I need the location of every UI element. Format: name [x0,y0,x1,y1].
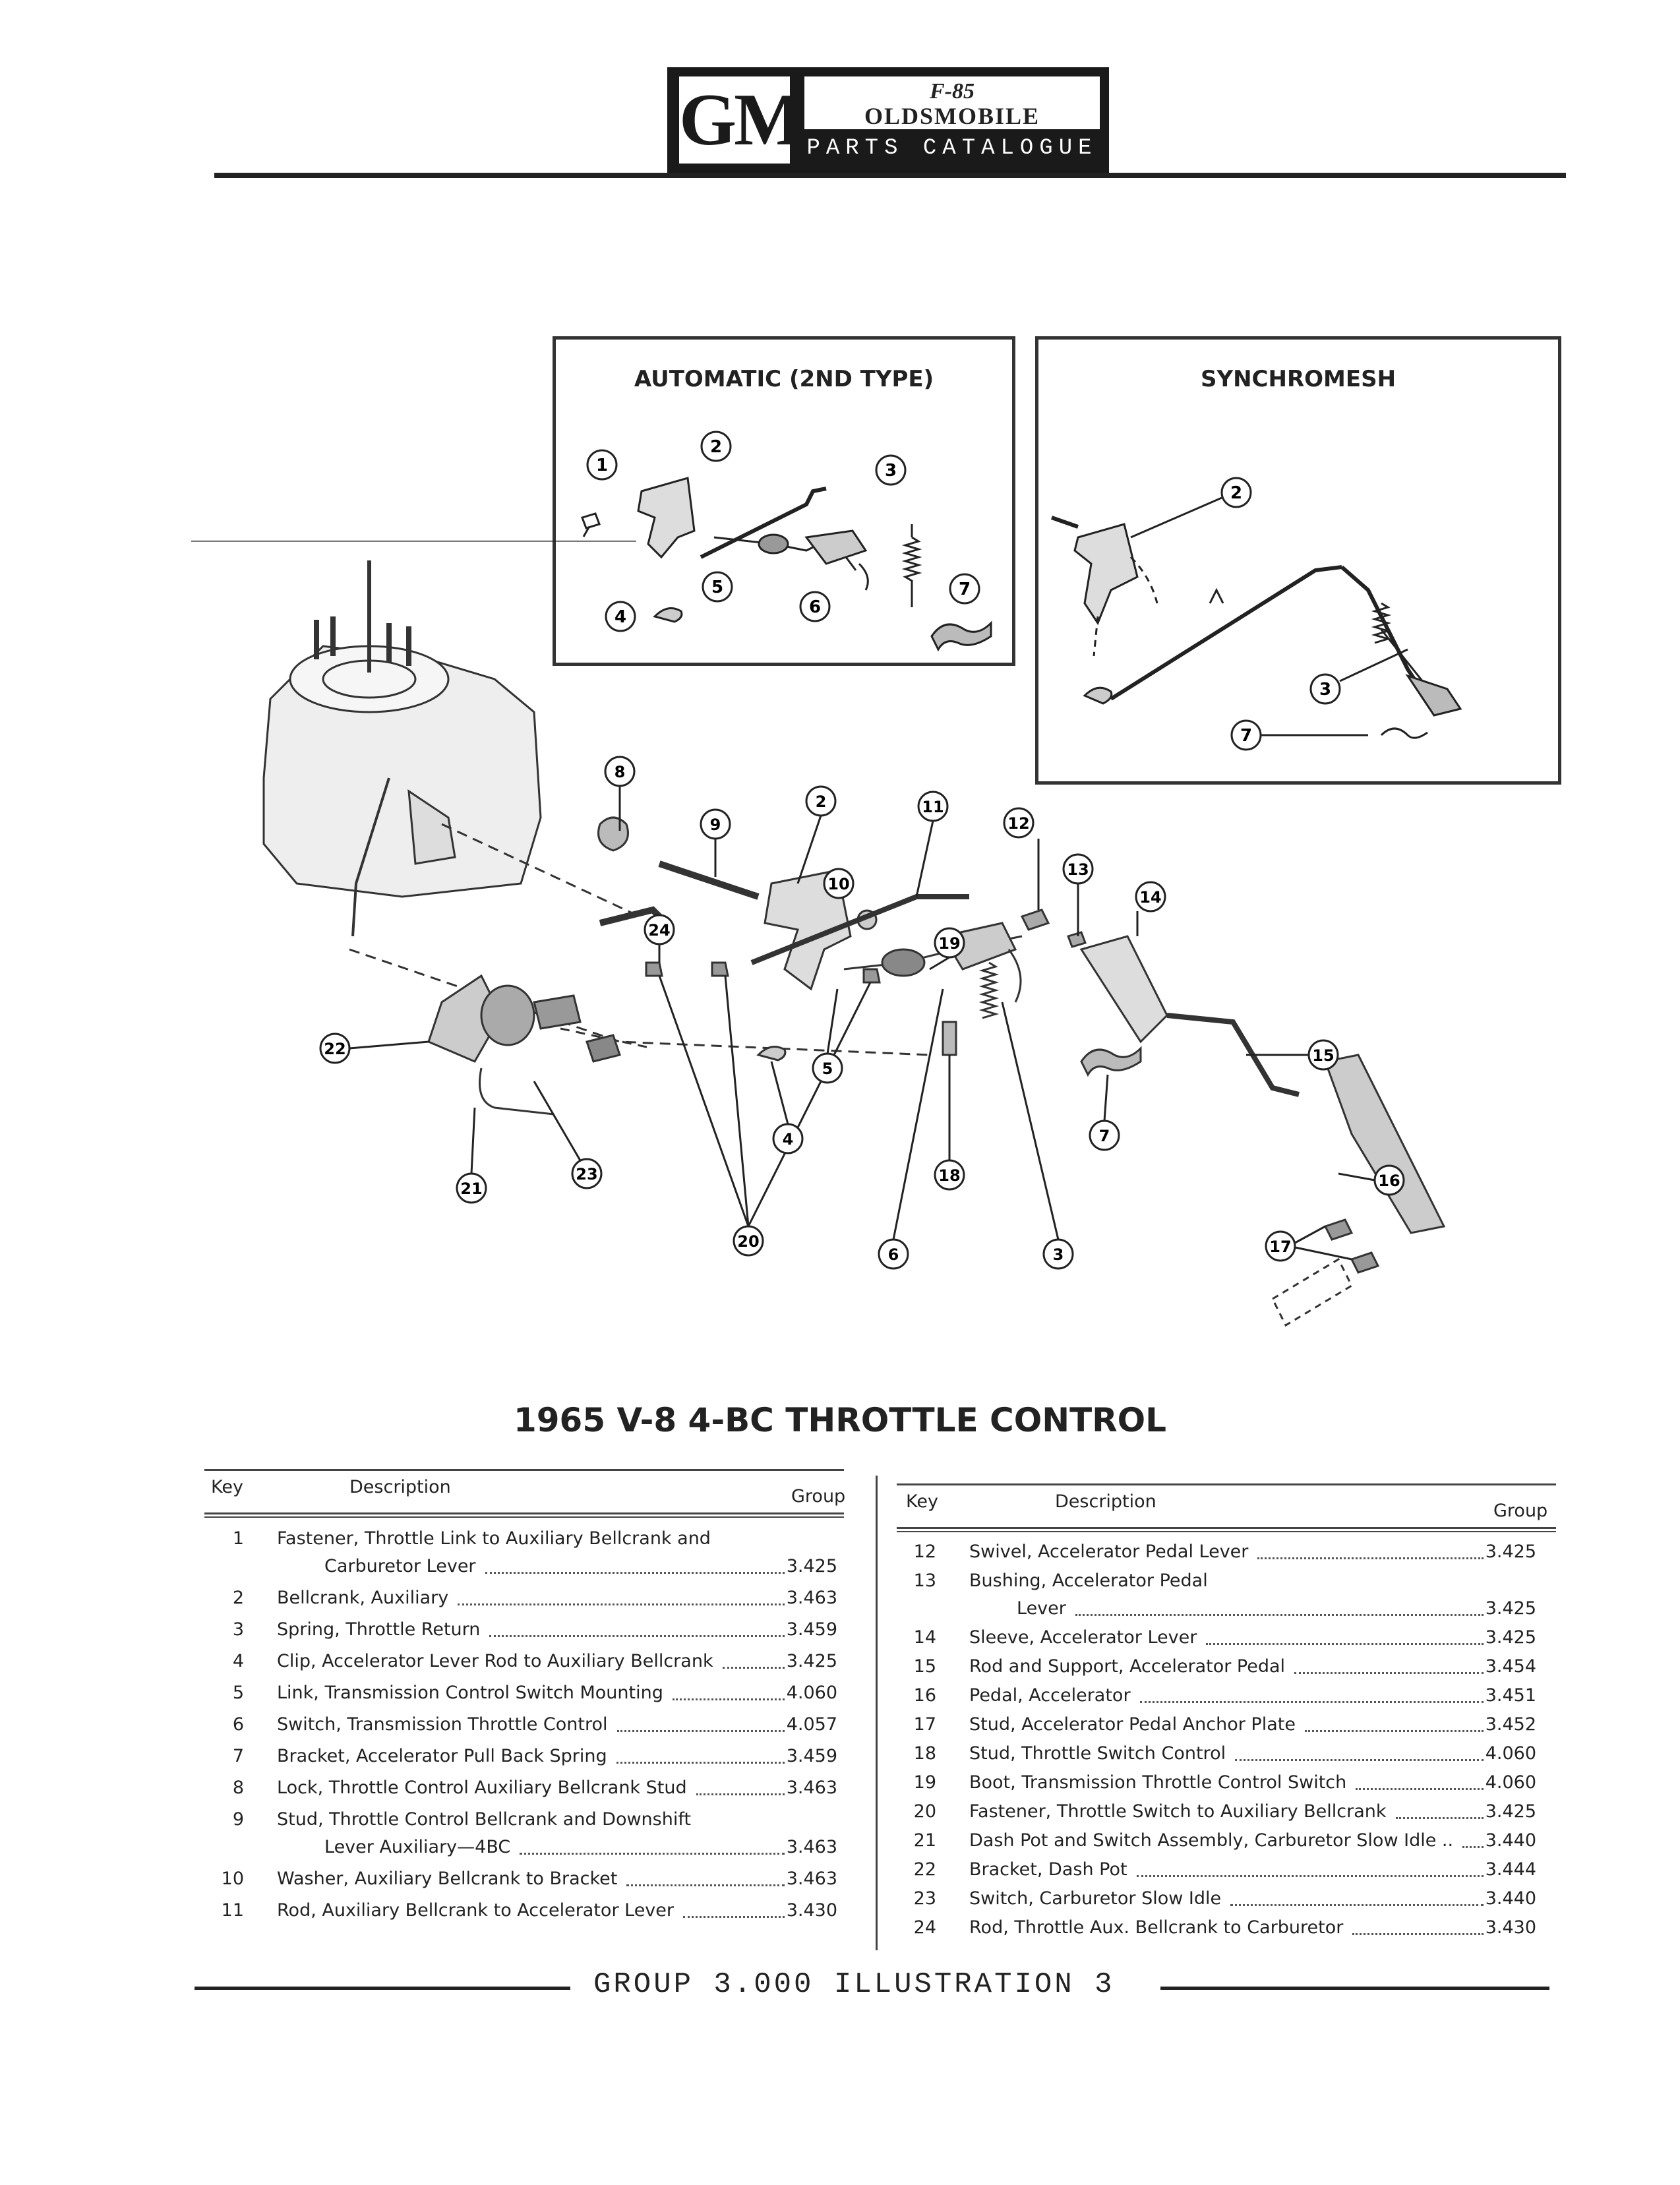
row-key: 3 [232,1619,244,1640]
row-key: 17 [913,1714,936,1735]
row-description: Pedal, Accelerator [969,1685,1131,1706]
callout: 9 [709,816,721,834]
parts-table-left [204,1469,844,1944]
row-description: Carburetor Lever [324,1556,476,1576]
row-description: Sleeve, Accelerator Lever [969,1627,1197,1648]
dot-leader [673,1698,785,1700]
callout: 4 [614,607,627,627]
row-key: 5 [232,1683,244,1703]
callout: 6 [887,1245,899,1264]
row-group: 3.463 [786,1837,837,1857]
row-group: 3.463 [786,1588,837,1608]
footer [0,1968,1680,2008]
row-description: Fastener, Throttle Link to Auxiliary Bellcrank and [277,1528,711,1549]
row-group: 3.430 [786,1900,837,1921]
dot-leader [1462,1846,1484,1848]
row-key: 13 [913,1571,936,1591]
row-description: Stud, Throttle Switch Control [969,1743,1226,1764]
row-group: 3.425 [1485,1541,1536,1562]
callout: 7 [1240,726,1253,746]
row-group: 4.060 [1485,1743,1536,1764]
callout: 21 [460,1180,483,1198]
row-key: 15 [913,1656,936,1677]
row-description: Link, Transmission Control Switch Mounting [277,1683,663,1703]
row-group: 3.425 [1485,1627,1536,1648]
gm-oldsmobile-logo [667,67,1109,173]
row-key: 14 [913,1627,936,1648]
row-group: 4.060 [1485,1772,1536,1793]
dot-leader [617,1730,785,1732]
row-description: Lever [1017,1598,1066,1619]
callout: 11 [922,798,944,816]
row-description: Stud, Accelerator Pedal Anchor Plate [969,1714,1296,1735]
automatic-inset-title: AUTOMATIC (2ND TYPE) [634,366,934,392]
row-group: 3.463 [786,1778,837,1798]
illustration-title: 1965 V-8 4-BC THROTTLE CONTROL [513,1401,1167,1439]
row-group: 3.430 [1485,1917,1536,1938]
logo-text-panel [804,76,1100,164]
row-group: 3.444 [1485,1859,1536,1880]
col-desc-header: Description [1055,1491,1156,1512]
row-key: 8 [232,1778,244,1798]
callout: 8 [614,763,626,781]
row-group: 3.463 [786,1869,837,1889]
col-key-header: Key [211,1477,243,1497]
row-key: 11 [221,1900,244,1921]
col-desc-header: Description [349,1477,451,1497]
dot-leader [696,1793,785,1795]
callout: 3 [884,461,897,481]
callout: 22 [324,1040,346,1058]
row-key: 22 [913,1859,936,1880]
callout: 7 [1098,1127,1110,1145]
row-description: Clip, Accelerator Lever Rod to Auxiliary Bellcrank [277,1651,713,1671]
logo-gm-mark: GM [679,76,790,164]
row-key: 7 [232,1746,244,1766]
row-description: Boot, Transmission Throttle Control Switch [969,1772,1347,1793]
dot-leader [1257,1557,1484,1559]
callout: 5 [822,1060,833,1078]
logo-catalogue: PARTS CATALOGUE [806,136,1098,161]
table-divider [876,1476,878,1950]
callout: 5 [711,578,724,597]
callout: 13 [1067,860,1089,879]
row-group: 3.425 [1485,1801,1536,1822]
parts-table-right [897,1483,1556,1958]
row-key: 9 [232,1809,244,1830]
row-description: Switch, Transmission Throttle Control [277,1714,608,1735]
callout: 19 [938,934,961,953]
callout: 6 [808,597,822,617]
callout: 4 [782,1130,794,1149]
col-group-header: Group [791,1486,846,1507]
callout: 2 [709,437,723,457]
synchromesh-inset-title: SYNCHROMESH [1200,366,1396,392]
row-group: 3.425 [1485,1598,1536,1619]
row-key: 18 [913,1743,936,1764]
row-key: 21 [913,1830,936,1851]
dot-leader [1206,1643,1484,1645]
callout: 3 [1319,680,1332,700]
callout: 20 [737,1232,760,1251]
dot-leader [1075,1614,1484,1616]
row-description: Bracket, Accelerator Pull Back Spring [277,1746,607,1766]
row-group: 3.452 [1485,1714,1536,1735]
callout: 16 [1378,1172,1400,1190]
row-group: 3.451 [1485,1685,1536,1706]
row-key: 23 [913,1888,936,1909]
row-description: Spring, Throttle Return [277,1619,481,1640]
callout: 23 [576,1165,598,1183]
callout: 18 [938,1166,961,1185]
logo-make: OLDSMOBILE [864,103,1040,129]
dot-leader [1356,1788,1484,1790]
callout: 12 [1007,814,1030,833]
dot-leader [1396,1817,1484,1819]
callout: 2 [815,793,827,811]
row-description: Lock, Throttle Control Auxiliary Bellcrank Stud [277,1778,687,1798]
row-group: 3.454 [1485,1656,1536,1677]
row-description: Lever Auxiliary—4BC [324,1837,511,1857]
row-key: 1 [232,1528,244,1549]
dot-leader [626,1884,785,1886]
dot-leader [489,1635,785,1637]
dot-leader [1294,1672,1484,1674]
row-description: Bushing, Accelerator Pedal [969,1571,1208,1591]
col-key-header: Key [906,1491,938,1512]
col-group-header: Group [1493,1501,1548,1521]
callout: 10 [827,875,850,893]
callout: 24 [648,921,671,940]
row-description: Swivel, Accelerator Pedal Lever [969,1541,1249,1562]
row-description: Rod and Support, Accelerator Pedal [969,1656,1286,1677]
dot-leader [458,1603,785,1605]
dot-leader [616,1762,785,1764]
row-key: 19 [913,1772,936,1793]
row-description: Switch, Carburetor Slow Idle [969,1888,1222,1909]
row-group: 3.459 [786,1619,837,1640]
row-description: Washer, Auxiliary Bellcrank to Bracket [277,1869,618,1889]
dot-leader [485,1572,785,1574]
dot-leader [520,1853,785,1855]
row-key: 4 [232,1651,244,1671]
dot-leader [683,1916,785,1918]
dot-leader [1235,1759,1484,1761]
callout: 2 [1230,483,1243,503]
dot-leader [1352,1933,1484,1935]
row-group: 4.057 [786,1714,837,1735]
row-description: Rod, Auxiliary Bellcrank to Accelerator Lever [277,1900,675,1921]
row-key: 2 [232,1588,244,1608]
callout: 15 [1312,1046,1335,1065]
right-rows [897,1483,1556,1958]
row-key: 16 [913,1685,936,1706]
callout: 1 [595,456,609,475]
row-description: Bracket, Dash Pot [969,1859,1127,1880]
dot-leader [723,1667,785,1669]
left-rows [204,1469,844,1944]
dot-leader [1140,1701,1484,1703]
dot-leader [1230,1904,1484,1906]
row-description: Fastener, Throttle Switch to Auxiliary Bellcrank [969,1801,1387,1822]
callout: 17 [1269,1238,1292,1256]
callout: 3 [1052,1245,1064,1264]
footer-rule-left [195,1987,570,1990]
callout: 14 [1139,888,1162,907]
logo-top-panel [804,76,1100,129]
row-description: Rod, Throttle Aux. Bellcrank to Carburetor [969,1917,1344,1938]
row-key: 10 [221,1869,244,1889]
row-group: 4.060 [786,1683,837,1703]
row-key: 24 [913,1917,936,1938]
row-key: 12 [913,1541,936,1562]
row-description: Dash Pot and Switch Assembly, Carburetor Slow Idle .. [969,1830,1454,1851]
header-rule [214,173,1566,178]
row-group: 3.425 [786,1651,837,1671]
row-group: 3.425 [786,1556,837,1576]
dot-leader [1137,1875,1484,1877]
main-exploded-diagram [191,541,1497,1371]
dot-leader [1305,1730,1484,1732]
callout: 7 [958,580,971,599]
footer-rule-right [1160,1987,1549,1990]
row-key: 6 [232,1714,244,1735]
row-group: 3.440 [1485,1830,1536,1851]
row-description: Stud, Throttle Control Bellcrank and Downshift [277,1809,691,1830]
row-group: 3.459 [786,1746,837,1766]
row-group: 3.440 [1485,1888,1536,1909]
footer-text: GROUP 3.000 ILLUSTRATION 3 [593,1968,1115,2001]
logo-model: F-85 [930,79,975,104]
row-description: Bellcrank, Auxiliary [277,1588,449,1608]
row-key: 20 [913,1801,936,1822]
